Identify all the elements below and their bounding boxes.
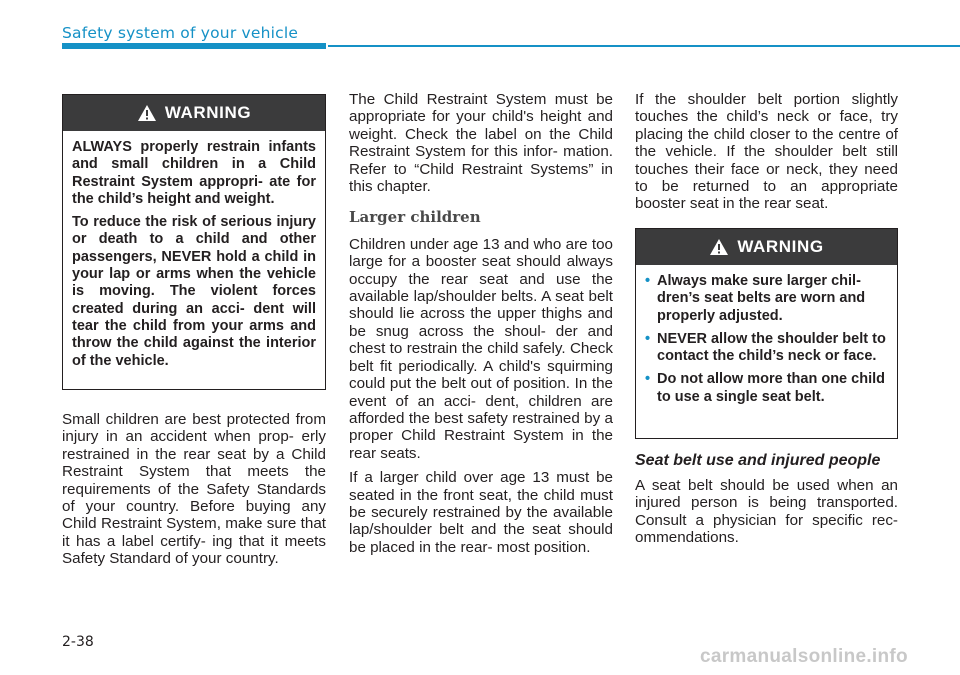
bullet-dot: • xyxy=(645,330,651,347)
bullet-dot: • xyxy=(645,273,651,289)
warning-bullet-item xyxy=(645,331,888,366)
warning-header xyxy=(636,229,897,265)
warning-box-right xyxy=(635,228,898,439)
warning-bullet-item xyxy=(645,273,888,325)
warning-bullet-item xyxy=(645,371,888,406)
body-paragraph: A seat belt should be used when an injured person is being transported. Consult a physician for specific rec- ommendations. xyxy=(635,477,898,547)
warning-triangle-icon xyxy=(137,104,157,122)
warning-box-left xyxy=(62,94,326,390)
column-2-text xyxy=(349,91,613,563)
warning-body xyxy=(636,265,897,406)
body-paragraph: Small children are best protected from injury in an accident when prop- erly restrained in the rear seat by a Child Restraint System that meets the requirements of the Safety Standards of your country. Before buying any Child Restraint System, make sure that it has a label certify- ing that it meets Safety Standard of your country. xyxy=(62,411,326,568)
column-3-text xyxy=(635,91,898,220)
subheading-larger-children: Larger children xyxy=(349,208,481,227)
header-bar-right xyxy=(328,45,960,47)
warning-body xyxy=(63,131,325,370)
watermark: carmanualsonline.info xyxy=(700,646,908,667)
body-paragraph: If a larger child over age 13 must be seated in the front seat, the child must be securely restrained by the available lap/shoulder belt and the seat should be placed in the rear- most position. xyxy=(349,469,613,556)
bullet-text: NEVER allow the shoulder belt to contact the child’s neck or face. xyxy=(657,330,886,365)
warning-bullet-list xyxy=(645,273,888,406)
header-bar-left xyxy=(62,43,326,49)
page-number: 2-38 xyxy=(62,634,94,650)
bullet-dot: • xyxy=(645,371,651,388)
bullet-text: Always make sure larger chil- dren’s seat belts are worn and properly adjusted. xyxy=(657,273,866,324)
warning-paragraph: ALWAYS properly restrain infants and small children in a Child Restraint System appropri- ate for the child’s height and weight. xyxy=(72,139,316,207)
body-paragraph: If the shoulder belt portion slightly touches the child’s neck or face, try placing the child closer to the centre of the vehicle. If the shoulder belt still touches their face or neck, they need to be returned to an appropriate booster seat in the rear seat. xyxy=(635,91,898,213)
warning-triangle-icon xyxy=(709,238,729,256)
bullet-text: Do not allow more than one child to use a single seat belt. xyxy=(657,371,885,405)
warning-heading: WARNING xyxy=(737,237,824,256)
warning-heading: WARNING xyxy=(164,103,252,122)
section-header-title: Safety system of your vehicle xyxy=(62,24,299,42)
warning-header xyxy=(63,95,325,131)
column-3-lower-text xyxy=(635,477,898,554)
column-1-text xyxy=(62,411,326,575)
subheading-injured-people: Seat belt use and injured people xyxy=(635,452,881,469)
body-paragraph: Children under age 13 and who are too large for a booster seat should always occupy the rear seat and use the available lap/shoulder belts. A seat belt should lie across the upper thighs and be snug across the shoul- der and chest to restrain the child safely. Check belt fit periodically. A child's squirming could put the belt out of position. In the event of an acci- dent, children are afforded the best safety restrained by a proper Child Restraint System in the rear seats. xyxy=(349,235,613,462)
warning-paragraph: To reduce the risk of serious injury or death to a child and other passengers, NEVER hold a child in your lap or arms when the vehicle is moving. The violent forces created during an acci- dent will tear the child from your arms and throw the child against the interior of the vehicle. xyxy=(72,214,316,369)
body-paragraph: The Child Restraint System must be appropriate for your child's height and weight. Check the label on the Child Restraint System for this infor- mation. Refer to “Child Restraint Systems” in this chapter. xyxy=(349,91,613,196)
